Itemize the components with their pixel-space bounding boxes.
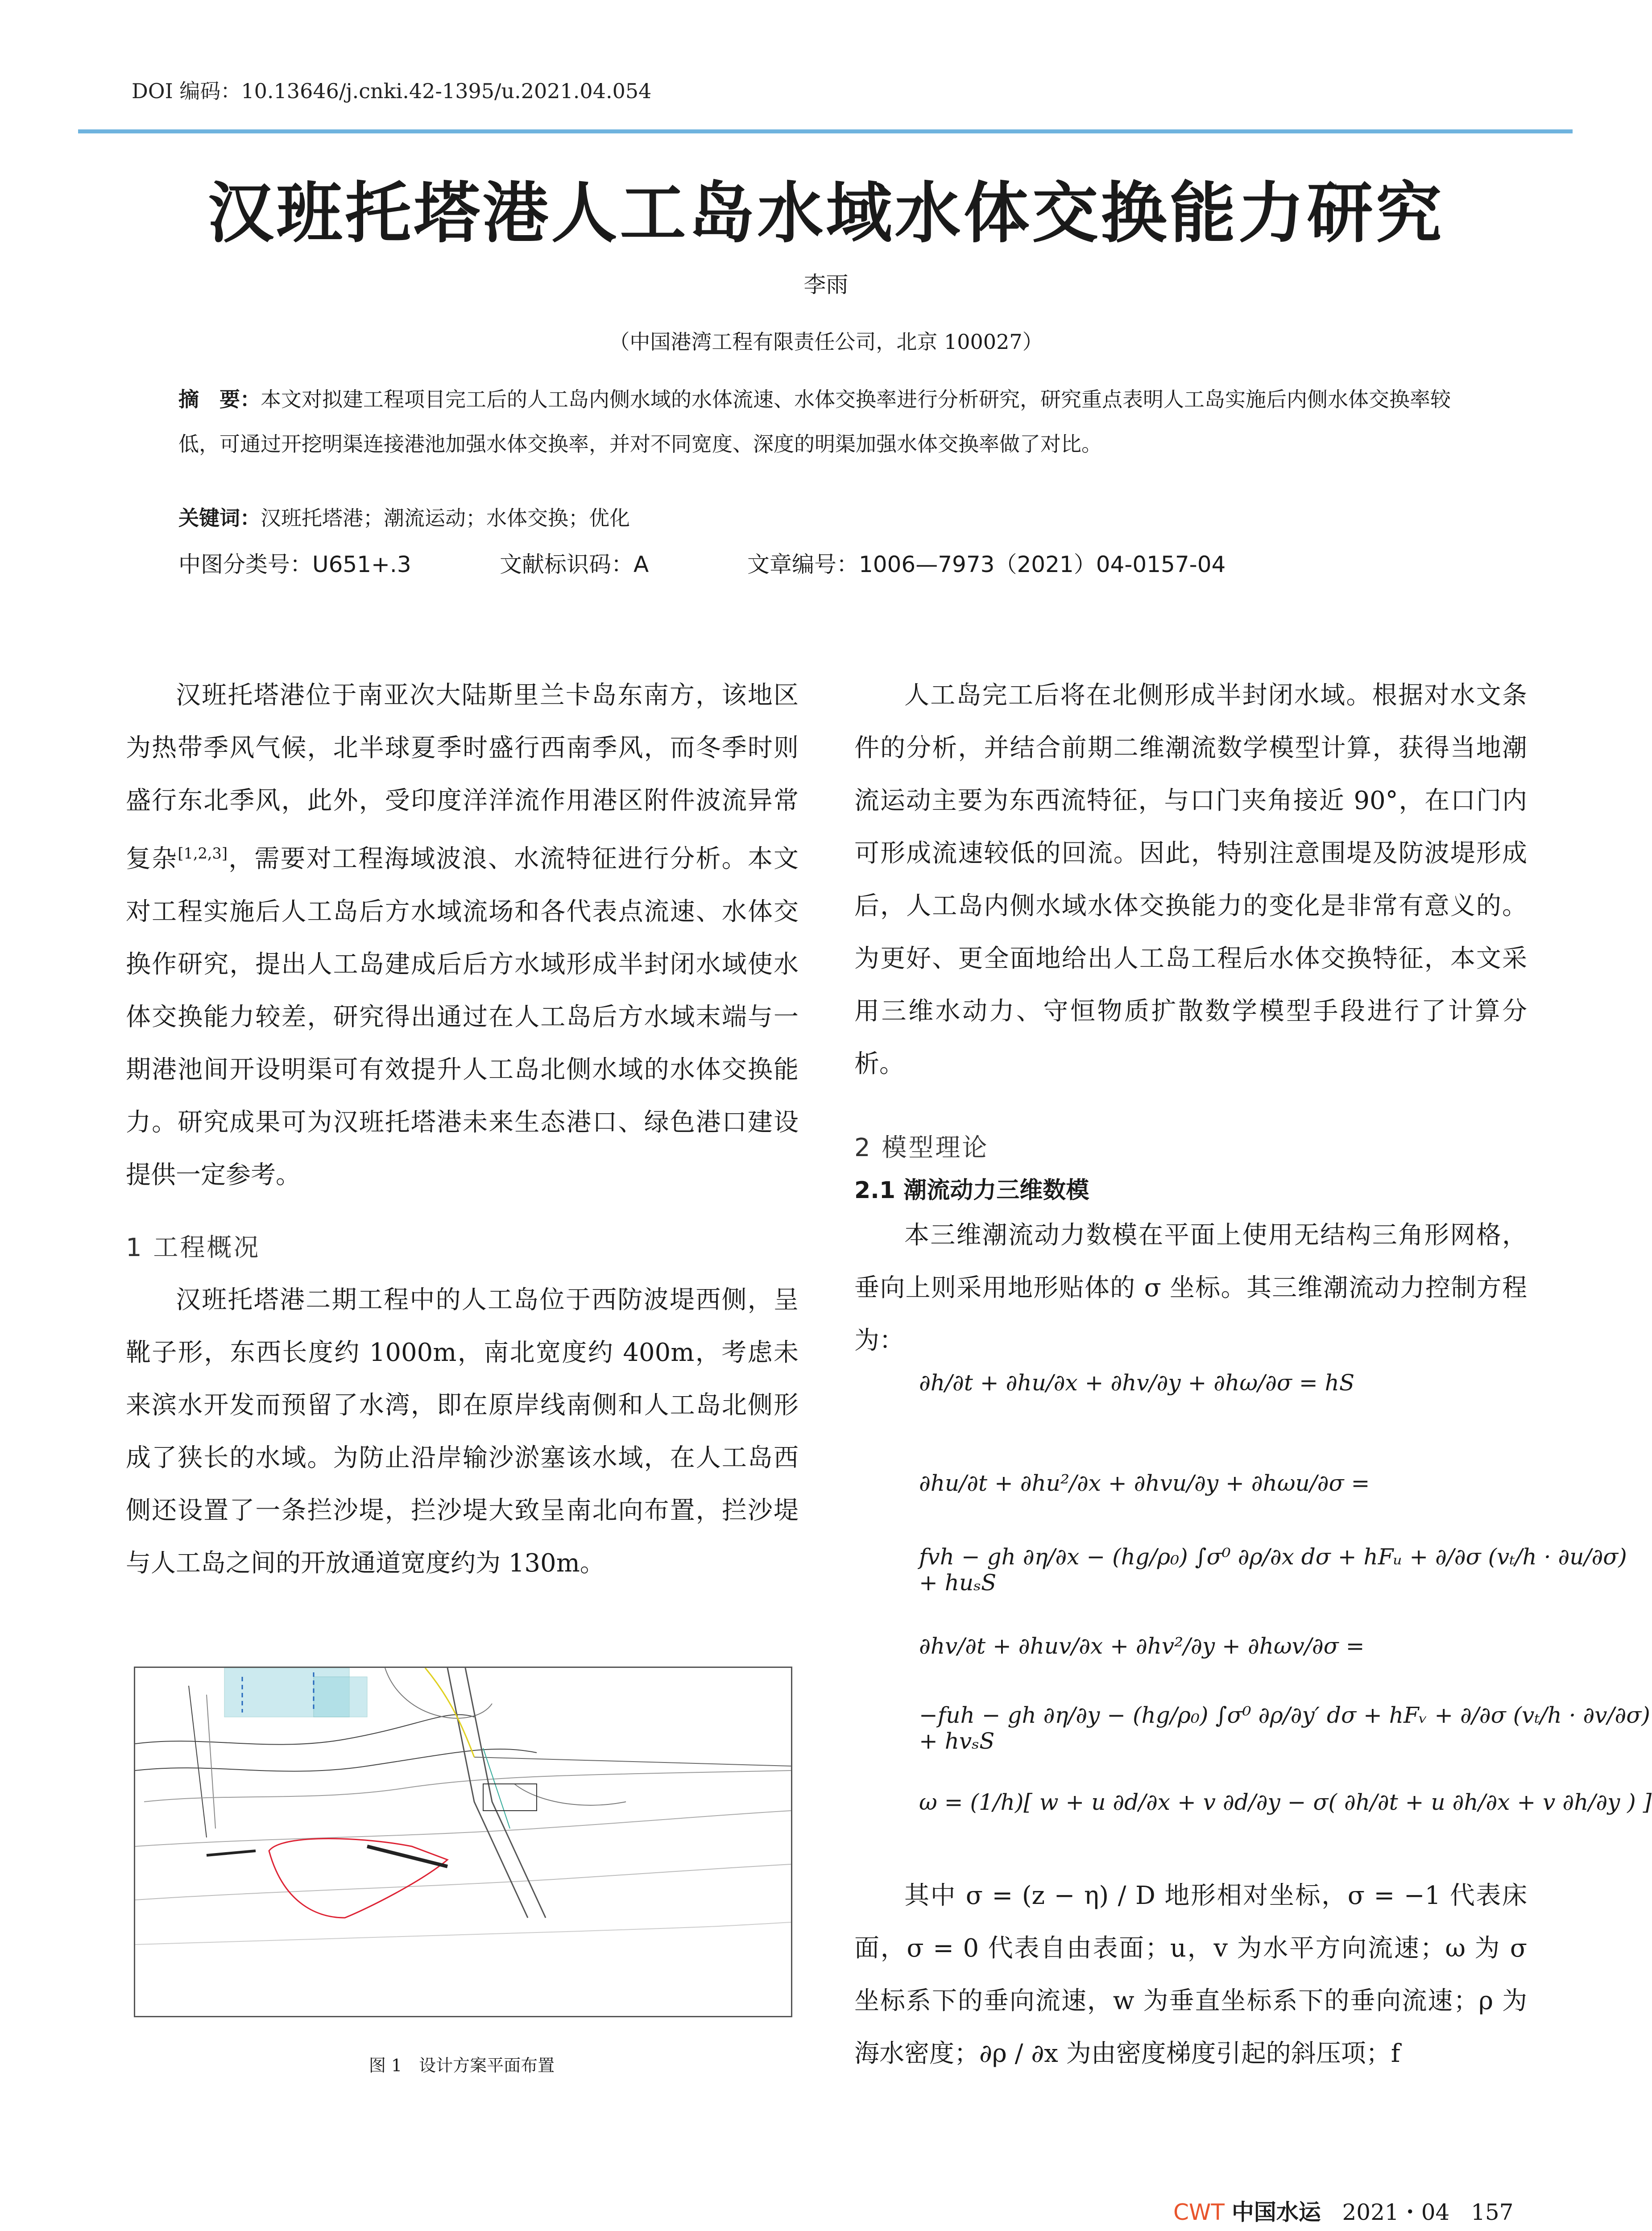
keywords-text: 汉班托塔港；潮流运动；水体交换；优化 <box>261 506 630 530</box>
affiliation: （中国港湾工程有限责任公司，北京 100027） <box>609 330 1043 354</box>
intro-paragraph <box>126 669 799 1202</box>
journal-logo: CWT <box>1173 2199 1225 2225</box>
right-paragraph <box>854 669 1527 1091</box>
abstract <box>178 377 1481 466</box>
page-footer <box>1173 2194 1514 2227</box>
author: 李雨 <box>803 272 849 298</box>
intro-text-a: 汉班托塔港位于南亚次大陆斯里兰卡岛东南方，该地区为热带季风气候，北半球夏季时盛行西南季风，而冬季时则盛行东北季风，此外，受印度洋洋流作用港区附件波流异常复杂 <box>126 681 799 874</box>
figure-layout-plan <box>134 1667 792 2017</box>
section-2-title: 2 模型理论 <box>854 1133 989 1162</box>
equation-momentum-y-rhs: −fuh − gh ∂η/∂y − (hg/ρ₀) ∫σ⁰ ∂ρ/∂y′ dσ + hFᵥ + ∂/∂σ (vₜ/h · ∂v/∂σ) + hvₛS <box>919 1702 1650 1754</box>
section-1-paragraph <box>126 1274 799 1590</box>
paper-title: 汉班托塔港人工岛水域水体交换能力研究 <box>207 174 1445 252</box>
right-paragraph-text: 人工岛完工后将在北侧形成半封闭水域。根据对水文条件的分析，并结合前期二维潮流数学模型计算，获得当地潮流运动主要为东西流特征，与口门夹角接近 90°，在口门内可形成流速较低的回流。因此，特别注意围堤及防波堤形成后，人工岛内侧水域水体交换能力的变化是非常有意义的。为更好、更全面地给出人工岛工程后水体交换特征，本文采用三维水动力、守恒物质扩散数学模型手段进行了计算分析。 <box>854 681 1527 1078</box>
figure-caption: 图 1 设计方案平面布置 <box>368 2056 555 2075</box>
header-rule <box>78 129 1573 133</box>
intro-text-b: ，需要对工程海域波浪、水流特征进行分析。本文对工程实施后人工岛后方水域流场和各代表点流速、水体交换作研究，提出人工岛建成后后方水域形成半封闭水域使水体交换能力较差，研究得出通过在人工岛后方水域末端与一期港池间开设明渠可有效提升人工岛北侧水域的水体交换能力。研究成果可为汉班托塔港未来生态港口、绿色港口建设提供一定参考。 <box>126 844 799 1190</box>
page-number: 157 <box>1471 2199 1514 2225</box>
equation-momentum-y-lhs: ∂hv/∂t + ∂huv/∂x + ∂hv²/∂y + ∂hωv/∂σ = <box>919 1633 1365 1659</box>
section-2-1-title: 2.1 潮流动力三维数模 <box>854 1177 1089 1204</box>
abstract-text: 本文对拟建工程项目完工后的人工岛内侧水域的水体流速、水体交换率进行分析研究，研究重点表明人工岛实施后内侧水体交换率较低，可通过开挖明渠连接港池加强水体交换率，并对不同宽度、深度的明渠加强水体交换率做了对比。 <box>178 387 1451 456</box>
article-number: 文章编号：1006—7973（2021）04-0157-04 <box>747 552 1226 577</box>
variable-definitions <box>854 1870 1527 2080</box>
abstract-label: 摘 要： <box>178 387 261 411</box>
equation-vertical-velocity: ω = (1/h)[ w + u ∂d/∂x + v ∂d/∂y − σ( ∂h/∂t + u ∂h/∂x + v ∂h/∂y ) ] <box>919 1789 1652 1815</box>
section-1-text: 汉班托塔港二期工程中的人工岛位于西防波堤西侧，呈靴子形，东西长度约 1000m，南北宽度约 400m，考虑未来滨水开发而预留了水湾，即在原岸线南侧和人工岛北侧形成了狭长的水域。为防止沿岸输沙淤塞该水域，在人工岛西侧还设置了一条拦沙堤，拦沙堤大致呈南北向布置，拦沙堤与人工岛之间的开放通道宽度约为 130m。 <box>126 1286 799 1578</box>
citation: [1,2,3] <box>178 845 228 862</box>
equation-momentum-x-lhs: ∂hu/∂t + ∂hu²/∂x + ∂hvu/∂y + ∂hωu/∂σ = <box>919 1470 1370 1496</box>
equation-momentum-x-rhs: fvh − gh ∂η/∂x − (hg/ρ₀) ∫σ⁰ ∂ρ/∂x dσ + hFᵤ + ∂/∂σ (vₜ/h · ∂u/∂σ) + huₛS <box>919 1544 1627 1596</box>
document-code: 文献标识码：A <box>500 552 649 577</box>
variable-definitions-text: 其中 σ = (z − η) / D 地形相对坐标，σ = −1 代表床面，σ = 0 代表自由表面；u，v 为水平方向流速；ω 为 σ 坐标系下的垂向流速，w 为垂直坐标系下的垂向流速；ρ 为海水密度；∂ρ / ∂x 为由密度梯度引起的斜压项；f <box>854 1881 1527 2068</box>
keywords-label: 关键词： <box>178 506 261 530</box>
equation-continuity: ∂h/∂t + ∂hu/∂x + ∂hv/∂y + ∂hω/∂σ = hS <box>919 1370 1355 1396</box>
issue: 2021・04 <box>1342 2199 1450 2225</box>
site-plan-drawing <box>135 1668 791 2016</box>
section-2-1-text: 本三维潮流动力数模在平面上使用无结构三角形网格，垂向上则采用地形贴体的 σ 坐标。其三维潮流动力控制方程为： <box>854 1221 1527 1355</box>
journal-name: 中国水运 <box>1231 2199 1321 2225</box>
section-2-1-paragraph <box>854 1209 1527 1367</box>
keywords <box>178 502 630 531</box>
doi-line: DOI 编码：10.13646/j.cnki.42-1395/u.2021.04.054 <box>132 79 652 103</box>
clc-number: 中图分类号：U651+.3 <box>178 552 411 577</box>
section-1-title: 1 工程概况 <box>126 1233 261 1262</box>
